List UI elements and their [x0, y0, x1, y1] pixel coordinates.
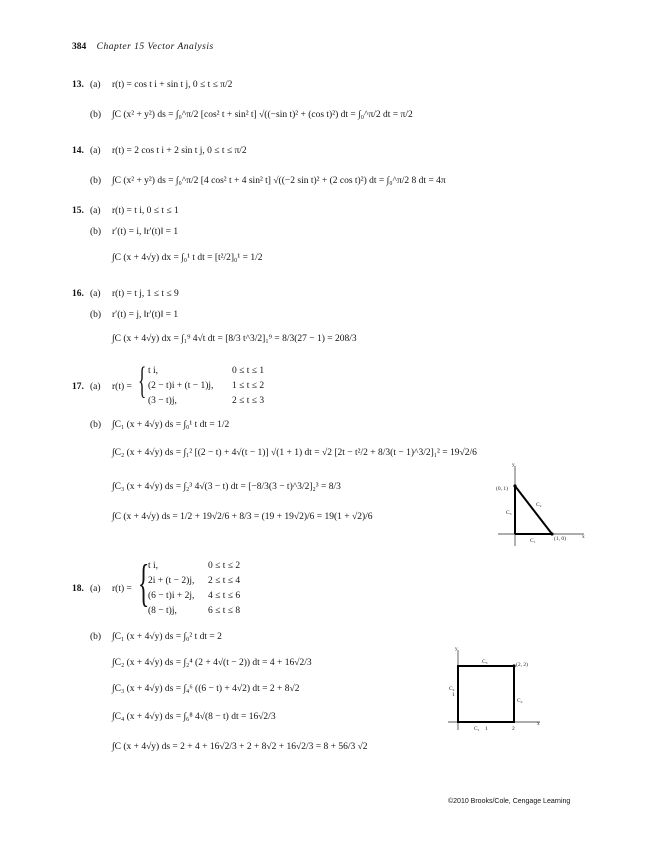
problem-16b-label: (b): [90, 310, 102, 320]
problem-16a-label: (a): [90, 289, 101, 299]
figure-17-triangle: [488, 462, 588, 550]
problem-17b-c2: ∫C₂ (x + 4√y) ds = ∫₁² [(2 − t) + 4√(t − 1)] √(1 + 1) dt = √2 [2t − t²/2 + 8/3(t − 1)^3/2]₁² = 19√2/6: [112, 448, 477, 458]
problem-17b-c3: ∫C₃ (x + 4√y) ds = ∫₂³ 4√(3 − t) dt = [−8/3(3 − t)^3/2]₂³ = 8/3: [112, 482, 341, 492]
piece-18-1-range: 0 ≤ t ≤ 2: [208, 561, 241, 571]
fig18-tick-x-2: 2: [512, 726, 515, 732]
problem-13b-equation: ∫C (x² + y²) ds = ∫₀^π/2 [cos² t + sin² t] √((−sin t)² + (cos t)²) dt = ∫₀^π/2 dt = π/2: [112, 110, 413, 120]
piece-17-1-expr: t i,: [148, 366, 159, 376]
fig17-label-0-1: (0, 1): [496, 486, 508, 492]
copyright-notice: ©2010 Brooks/Cole, Cengage Learning: [448, 798, 571, 805]
problem-18b-c1: ∫C₁ (x + 4√y) ds = ∫₀² t dt = 2: [112, 632, 222, 642]
fig18-x-label: x: [537, 721, 540, 727]
piece-17-3-expr: (3 − t)j,: [148, 396, 177, 406]
problem-14-number: 14.: [72, 146, 84, 156]
problem-17b-c1: ∫C₁ (x + 4√y) ds = ∫₀¹ t dt = 1/2: [112, 420, 230, 430]
problem-17a-label: (a): [90, 382, 101, 392]
problem-18b-label: (b): [90, 632, 102, 642]
fig17-y-label: y: [512, 462, 515, 468]
problem-13a-equation: r(t) = cos t i + sin t j, 0 ≤ t ≤ π/2: [112, 80, 233, 90]
problem-17a-lhs: r(t) =: [112, 382, 132, 392]
problem-15-integral: ∫C (x + 4√y) dx = ∫₀¹ t dt = [t²/2]₀¹ = 1/2: [112, 253, 263, 263]
fig18-square-path: [458, 666, 514, 722]
piece-18-1-expr: t i,: [148, 561, 159, 571]
fig17-label-c1: C₁: [530, 538, 536, 544]
problem-18a-label: (a): [90, 584, 101, 594]
chapter-title: Chapter 15 Vector Analysis: [96, 42, 214, 52]
problem-13-number: 13.: [72, 80, 84, 90]
problem-17-number: 17.: [72, 382, 84, 392]
piece-17-3-range: 2 ≤ t ≤ 3: [232, 396, 265, 406]
problem-16b-equation: r′(t) = j, ‖r′(t)‖ = 1: [112, 310, 179, 320]
problem-16-integral: ∫C (x + 4√y) dx = ∫₁⁹ 4√t dt = [8/3 t^3/2]₁⁹ = 8/3(27 − 1) = 208/3: [112, 334, 357, 344]
piece-18-2-expr: 2i + (t − 2)j,: [148, 576, 195, 586]
problem-15a-label: (a): [90, 206, 101, 216]
fig18-y-label: y: [455, 646, 458, 652]
problem-15b-label: (b): [90, 227, 102, 237]
piece-18-2-range: 2 ≤ t ≤ 4: [208, 576, 241, 586]
fig18-tick-x-1: 1: [485, 726, 488, 732]
fig17-x-label: x: [582, 534, 585, 540]
problem-15a-equation: r(t) = t i, 0 ≤ t ≤ 1: [112, 206, 179, 216]
fig17-label-c2: C₂: [536, 502, 542, 508]
fig17-point-0-1: [513, 484, 516, 487]
problem-14a-equation: r(t) = 2 cos t i + 2 sin t j, 0 ≤ t ≤ π/2: [112, 146, 247, 156]
piece-18-4-range: 6 ≤ t ≤ 8: [208, 606, 241, 616]
piece-17-1-range: 0 ≤ t ≤ 1: [232, 366, 265, 376]
piece-17-2-expr: (2 − t)i + (t − 1)j,: [148, 381, 214, 391]
fig18-label-c4: C₄: [449, 686, 455, 692]
problem-18b-c4: ∫C₄ (x + 4√y) ds = ∫₆⁸ 4√(8 − t) dt = 16√2/3: [112, 712, 276, 722]
problem-18b-total: ∫C (x + 4√y) ds = 2 + 4 + 16√2/3 + 2 + 8√2 + 16√2/3 = 8 + 56/3 √2: [112, 742, 368, 752]
problem-18b-c2: ∫C₂ (x + 4√y) ds = ∫₂⁴ (2 + 4√(t − 2)) dt = 4 + 16√2/3: [112, 658, 312, 668]
problem-18b-c3: ∫C₃ (x + 4√y) ds = ∫₄⁶ ((6 − t) + 4√2) dt = 2 + 8√2: [112, 684, 300, 694]
problem-15-number: 15.: [72, 206, 84, 216]
problem-16-number: 16.: [72, 289, 84, 299]
running-header: [72, 42, 214, 52]
problem-14a-label: (a): [90, 146, 101, 156]
problem-18-left-brace: {: [138, 555, 150, 612]
fig18-tick-y-1: 1: [452, 692, 455, 698]
problem-16a-equation: r(t) = t j, 1 ≤ t ≤ 9: [112, 289, 179, 299]
fig17-label-c3: C₃: [506, 510, 512, 516]
piece-18-3-range: 4 ≤ t ≤ 6: [208, 591, 241, 601]
problem-13b-label: (b): [90, 110, 102, 120]
piece-17-2-range: 1 ≤ t ≤ 2: [232, 381, 265, 391]
problem-17b-label: (b): [90, 420, 102, 430]
fig18-label-2-2: (2, 2): [516, 662, 528, 668]
fig17-label-1-0: (1, 0): [554, 536, 566, 542]
page-number: 384: [72, 42, 87, 52]
problem-17-left-brace: {: [138, 360, 147, 402]
fig18-label-c1: C₁: [474, 726, 480, 732]
problem-14b-label: (b): [90, 176, 102, 186]
fig18-label-c2: C₂: [517, 698, 523, 704]
fig18-label-c3: C₃: [482, 659, 488, 665]
problem-17b-total: ∫C (x + 4√y) ds = 1/2 + 19√2/6 + 8/3 = (19 + 19√2)/6 = 19(1 + √2)/6: [112, 512, 373, 522]
piece-18-3-expr: (6 − t)i + 2j,: [148, 591, 195, 601]
problem-13a-label: (a): [90, 80, 101, 90]
fig17-c2-path: [515, 486, 552, 534]
problem-18-number: 18.: [72, 584, 84, 594]
problem-15b-equation: r′(t) = i, ‖r′(t)‖ = 1: [112, 227, 179, 237]
problem-14b-equation: ∫C (x² + y²) ds = ∫₀^π/2 [4 cos² t + 4 sin² t] √((−2 sin t)² + (2 cos t)²) dt = ∫₀^π/2 8 dt = 4π: [112, 176, 446, 186]
figure-18-square: [444, 646, 544, 734]
problem-18a-lhs: r(t) =: [112, 584, 132, 594]
piece-18-4-expr: (8 − t)j,: [148, 606, 177, 616]
